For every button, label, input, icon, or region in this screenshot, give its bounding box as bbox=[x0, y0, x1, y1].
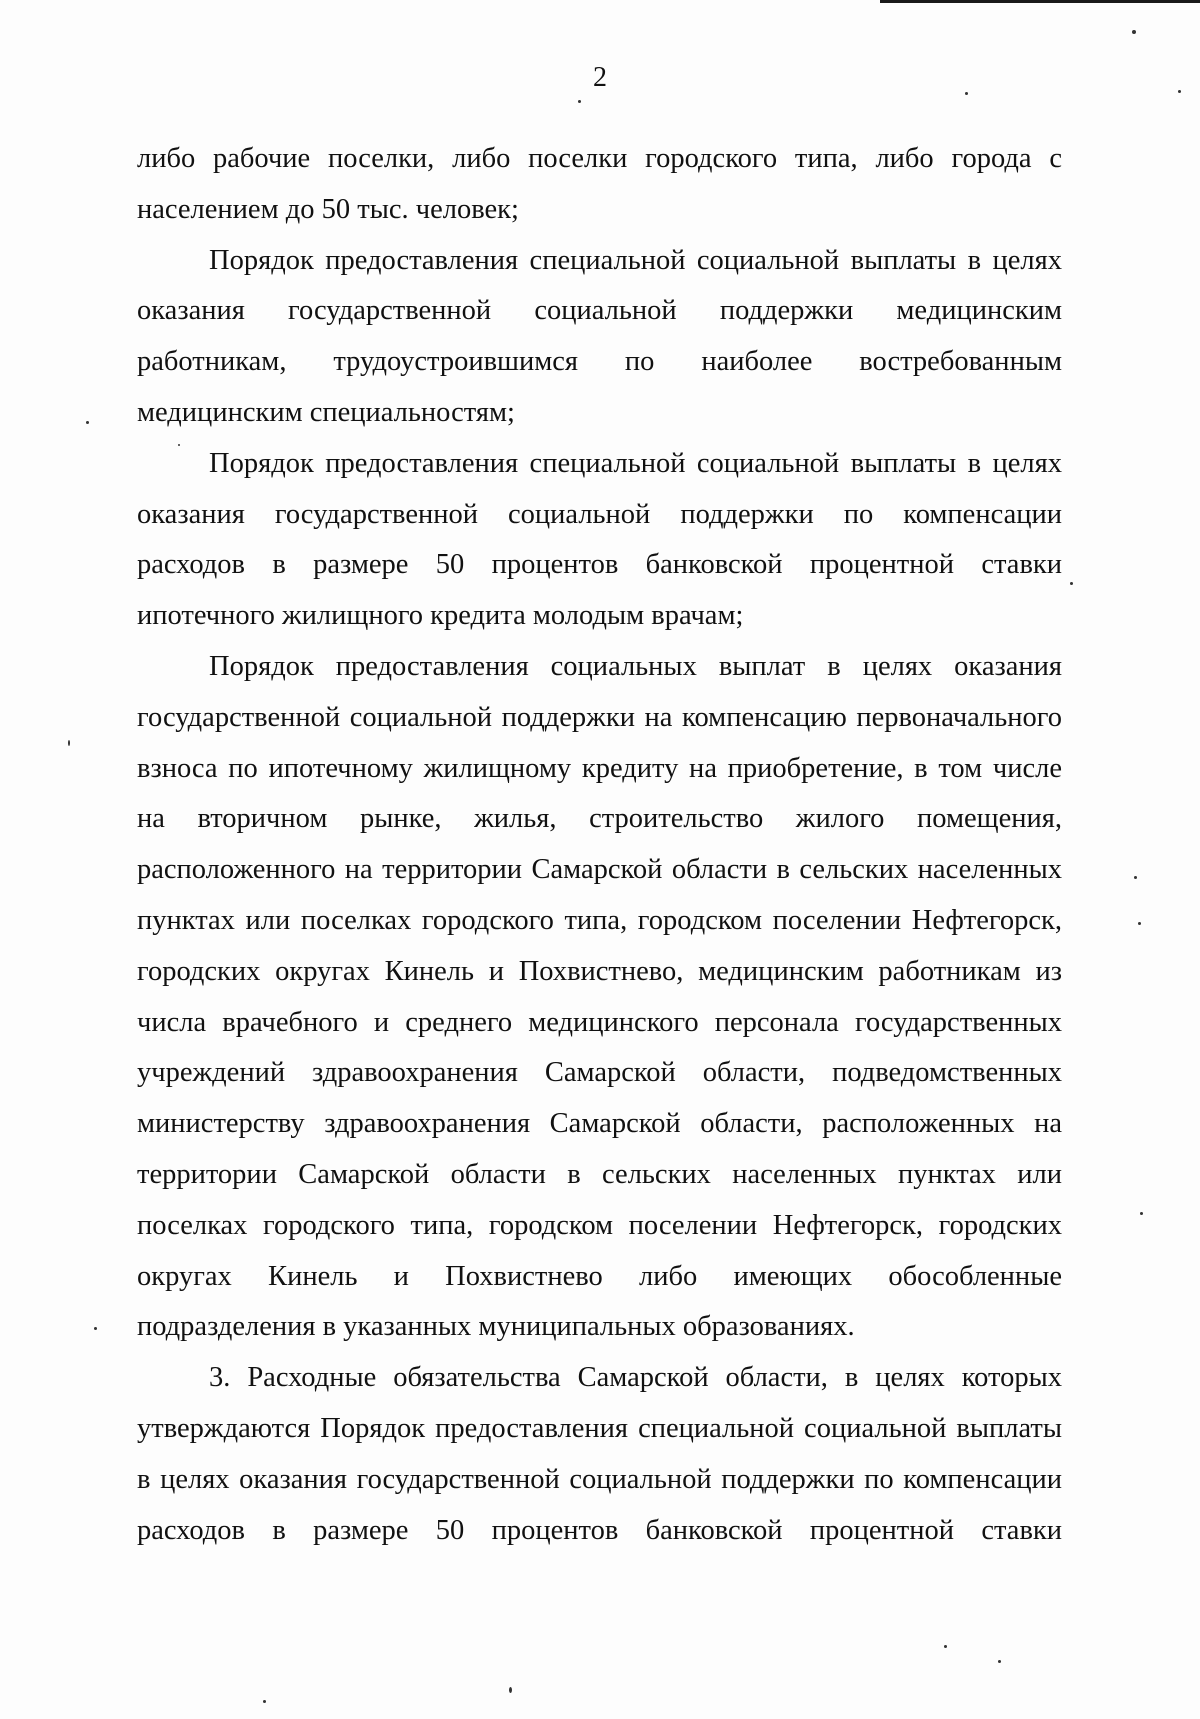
scan-speck bbox=[1138, 922, 1141, 925]
scan-speck bbox=[998, 1660, 1001, 1663]
scan-speck bbox=[86, 421, 89, 424]
scan-speck bbox=[578, 100, 581, 103]
paragraph-medical-workers-payment: Порядок предоставления специальной социальной выплаты в целях оказания государственной социальной поддержки медицинским работникам, трудоустроившимся по наиболее востребованным медицинским специальностям; bbox=[137, 244, 1062, 428]
scan-speck bbox=[509, 1687, 512, 1693]
scan-speck bbox=[944, 1645, 947, 1648]
document-body bbox=[137, 134, 1062, 1556]
scan-speck bbox=[94, 1327, 97, 1330]
paragraph-continuation: либо рабочие поселки, либо поселки городского типа, либо города с населением до 50 тыс. человек; bbox=[137, 143, 1062, 225]
paragraph-down-payment-compensation: Порядок предоставления социальных выплат в целях оказания государственной социальной поддержки на компенсацию первоначального взноса по ипотечному жилищному кредиту на приобретение, в том числе на вторичном рынке, жилья, строительство жилого помещения, расположенного на территории Самарской области в сельских населенных пунктах или поселках городского типа, городском поселении Нефтегорск, городских округах Кинель и Похвистнево, медицинским работникам из числа врачебного и среднего медицинского персонала государственных учреждений здравоохранения Самарской области, подведомственных министерству здравоохранения Самарской области, расположенных на территории Самарской области в сельских населенных пунктах или поселках городского типа, городском поселении Нефтегорск, городских округах Кинель и Похвистнево либо имеющих обособленные подразделения в указанных муниципальных образованиях. bbox=[137, 650, 1062, 1343]
top-edge-rule bbox=[880, 0, 1200, 3]
scan-speck bbox=[178, 444, 180, 446]
page-number: 2 bbox=[593, 62, 607, 93]
paragraph-mortgage-rate-compensation: Порядок предоставления специальной социальной выплаты в целях оказания государственной социальной поддержки по компенсации расходов в размере 50 процентов банковской процентной ставки ипотечного жилищного кредита молодым врачам; bbox=[137, 447, 1062, 632]
scan-speck bbox=[68, 740, 70, 746]
scan-speck bbox=[263, 1700, 266, 1703]
scan-speck bbox=[1140, 1212, 1143, 1215]
scan-speck bbox=[965, 92, 968, 95]
scan-speck bbox=[1132, 30, 1136, 34]
scan-speck bbox=[1134, 876, 1137, 879]
paragraph-expenditure-obligations: 3. Расходные обязательства Самарской области, в целях которых утверждаются Порядок предоставления специальной социальной выплаты в целях оказания государственной социальной поддержки по компенсации расходов в размере 50 процентов банковской процентной ставки bbox=[137, 1362, 1062, 1546]
scan-speck bbox=[1070, 582, 1073, 585]
scan-speck bbox=[1178, 90, 1181, 93]
